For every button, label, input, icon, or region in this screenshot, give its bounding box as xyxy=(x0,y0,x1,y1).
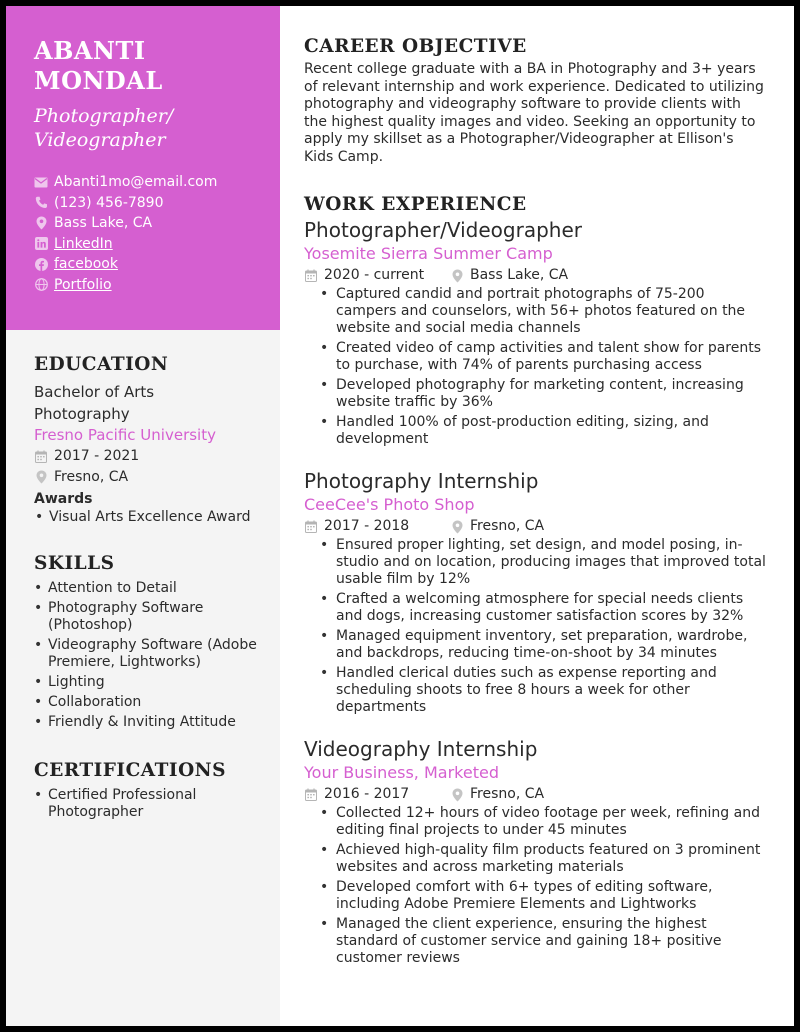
job-entry xyxy=(304,217,766,448)
name-line-1: ABANTI xyxy=(34,36,146,65)
facebook-icon xyxy=(34,257,48,271)
certification-item: • Certified Professional Photographer xyxy=(48,787,260,821)
header-block xyxy=(6,6,280,330)
certifications-heading: CERTIFICATIONS xyxy=(34,760,226,781)
job-entry xyxy=(304,736,766,967)
job-meta xyxy=(304,785,766,804)
education-location-text: Fresno, CA xyxy=(54,468,129,485)
certifications-list xyxy=(34,787,260,821)
name-line-2: MONDAL xyxy=(34,66,163,95)
job-title: Photographer/Videographer xyxy=(304,218,582,242)
degree-line-1: Bachelor of Arts xyxy=(34,383,155,401)
skills-list xyxy=(34,580,260,731)
contact-facebook[interactable] xyxy=(34,254,260,275)
job-company: Yosemite Sierra Summer Camp xyxy=(304,244,553,263)
job-location-text: Bass Lake, CA xyxy=(470,267,569,283)
job-meta xyxy=(304,266,766,285)
contact-portfolio[interactable] xyxy=(34,275,260,296)
job-dates-text: 2016 - 2017 xyxy=(324,786,410,802)
job-title: Videography Internship xyxy=(304,737,538,761)
job-meta xyxy=(304,517,766,536)
contact-linkedin[interactable] xyxy=(34,234,260,255)
calendar-icon xyxy=(34,449,48,463)
school-name: Fresno Pacific University xyxy=(34,426,216,444)
job-bullet: • Developed comfort with 6+ types of editing software, including Adobe Premiere Elements and Lightworks xyxy=(336,879,766,913)
job-bullet: • Captured candid and portrait photographs of 75-200 campers and counselors, with 56+ photos featured on the website and social media channels xyxy=(336,286,766,337)
awards-label: Awards xyxy=(34,491,93,507)
contact-location xyxy=(34,213,260,234)
facebook-link[interactable]: facebook xyxy=(54,256,118,272)
phone-icon xyxy=(34,196,48,210)
location-text: Bass Lake, CA xyxy=(54,215,153,231)
education-dates-text: 2017 - 2021 xyxy=(54,448,140,464)
calendar-icon xyxy=(304,269,318,283)
job-bullet: • Handled 100% of post-production editing, sizing, and development xyxy=(336,414,766,448)
job-dates xyxy=(304,785,450,804)
linkedin-link[interactable]: LinkedIn xyxy=(54,235,113,252)
skills-heading: SKILLS xyxy=(34,553,115,574)
job-location xyxy=(450,785,544,804)
job-location xyxy=(450,266,568,285)
contact-list xyxy=(34,172,260,295)
job-company: CeeCee's Photo Shop xyxy=(304,495,475,514)
job-title: Photography Internship xyxy=(304,469,539,493)
certifications-section xyxy=(6,734,280,821)
portfolio-link[interactable]: Portfolio xyxy=(54,276,112,293)
job-bullet: • Handled clerical duties such as expense reporting and scheduling shoots to free 8 hours a week for other departments xyxy=(336,665,766,716)
job-bullet: • Collected 12+ hours of video footage per week, refining and editing final projects to under 45 minutes xyxy=(336,805,766,839)
job-dates xyxy=(304,517,450,536)
job-bullets xyxy=(304,286,766,448)
location-pin-icon xyxy=(450,269,464,283)
job-entry xyxy=(304,468,766,716)
job-dates xyxy=(304,266,450,285)
location-pin-icon xyxy=(34,470,48,484)
job-location xyxy=(450,517,544,536)
location-pin-icon xyxy=(450,520,464,534)
email-icon xyxy=(34,175,48,189)
job-bullets xyxy=(304,537,766,716)
main-content xyxy=(280,6,794,1026)
skill-item: • Collaboration xyxy=(48,694,260,711)
job-bullets xyxy=(304,805,766,967)
globe-icon xyxy=(34,278,48,292)
email-text: Abanti1mo@email.com xyxy=(54,174,218,190)
job-bullet: • Crafted a welcoming atmosphere for special needs clients and dogs, increasing customer satisfaction scores by 32% xyxy=(336,591,766,625)
job-bullet: • Ensured proper lighting, set design, and model posing, in-studio and on location, producing images that improved total usable film by 12% xyxy=(336,537,766,588)
job-bullet: • Achieved high-quality film products featured on 3 prominent websites and across marketing materials xyxy=(336,842,766,876)
job-dates-text: 2017 - 2018 xyxy=(324,518,410,534)
candidate-name xyxy=(34,36,260,96)
award-item: • Visual Arts Excellence Award xyxy=(49,509,260,526)
title-line-1: Photographer/ xyxy=(34,105,174,127)
calendar-icon xyxy=(304,788,318,802)
education-dates xyxy=(34,446,260,467)
candidate-title xyxy=(34,104,260,152)
calendar-icon xyxy=(304,520,318,534)
job-location-text: Fresno, CA xyxy=(470,518,545,534)
linkedin-icon xyxy=(34,237,48,251)
location-pin-icon xyxy=(450,788,464,802)
awards-list xyxy=(35,509,260,526)
experience-heading: WORK EXPERIENCE xyxy=(304,194,527,215)
job-bullet: • Developed photography for marketing content, increasing website traffic by 36% xyxy=(336,377,766,411)
job-bullet: • Managed the client experience, ensuring the highest standard of customer service and gaining 18+ positive customer reviews xyxy=(336,916,766,967)
education-heading: EDUCATION xyxy=(34,354,169,375)
left-sidebar xyxy=(6,6,280,1026)
skill-item: • Attention to Detail xyxy=(48,580,260,597)
contact-email[interactable] xyxy=(34,172,260,193)
phone-text: (123) 456-7890 xyxy=(54,194,164,211)
job-bullet: • Created video of camp activities and talent show for parents to purchase, with 74% of parents purchasing access xyxy=(336,340,766,374)
skill-item: • Lighting xyxy=(48,674,260,691)
job-dates-text: 2020 - current xyxy=(324,267,425,283)
skill-item: • Videography Software (Adobe Premiere, Lightworks) xyxy=(48,637,260,671)
degree-line-2: Photography xyxy=(34,405,130,423)
location-pin-icon xyxy=(34,216,48,230)
contact-phone[interactable] xyxy=(34,193,260,214)
objective-heading: CAREER OBJECTIVE xyxy=(304,36,527,57)
job-company: Your Business, Marketed xyxy=(304,763,499,782)
job-location-text: Fresno, CA xyxy=(470,786,545,802)
skill-item: • Photography Software (Photoshop) xyxy=(48,600,260,634)
skill-item: • Friendly & Inviting Attitude xyxy=(48,714,260,731)
skills-section xyxy=(6,529,280,731)
title-line-2: Videographer xyxy=(34,129,166,151)
objective-text: Recent college graduate with a BA in Photography and 3+ years of relevant internship and work experience. Dedicated to utilizing photography and videography software to provide clients with the highest quality images and video. Seeking an opportunity to apply my skillset as a Photographer/Videographer at Ellison's Kids Camp. xyxy=(304,61,764,165)
job-bullet: • Managed equipment inventory, set preparation, wardrobe, and backdrops, reducing time-on-shoot by 34 minutes xyxy=(336,628,766,662)
education-location xyxy=(34,467,260,488)
education-section xyxy=(6,330,280,526)
